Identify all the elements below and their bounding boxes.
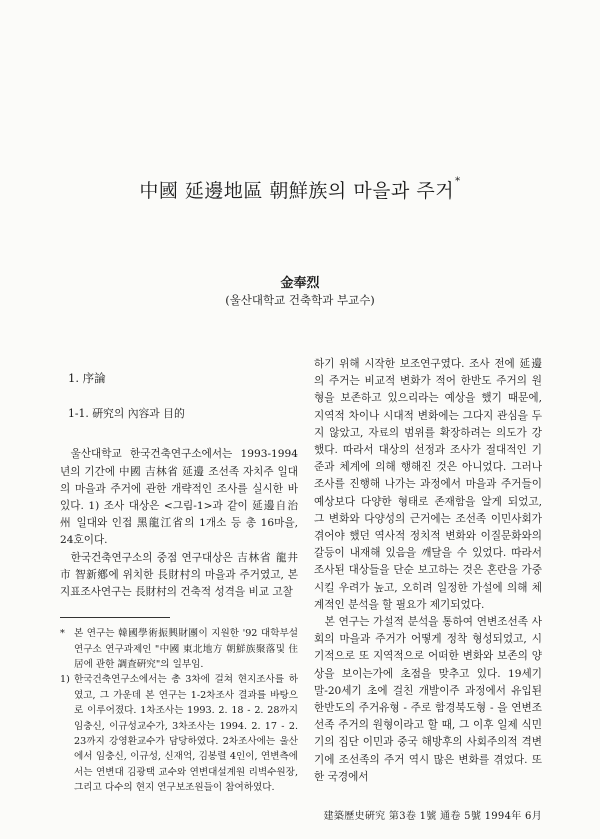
footnote-divider [60,617,170,618]
footnote-text: 한국건축연구소에서는 총 3차에 걸쳐 현지조사를 하였고, 그 가운데 본 연구는 1-2차조사 결과를 바탕으로 이루어졌다. 1차조사는 1993. 2. 18 - 2. 28까지 임충신, 이규성교수가, 3차조사는 1994. 2. 17 - 2. 23까지 강영환교수가 담당하였다. 2차조사에는 울산에서 임충신, 이규성, 신재억, 김봉렬 4인이, 연변측에서는 연변대 김광택 교수와 연변대설계원 리벽수원장, 그리고 다수의 현지 연구보조원들이 참여하였다. [74,674,298,794]
footnote [60,626,298,672]
paper-title-text: 中國 延邊地區 朝鮮族의 마을과 주거 [139,180,455,202]
author-affiliation: (울산대학교 건축학과 부교수) [225,293,375,307]
title-footnote-mark: * [455,176,461,187]
footnote-text: 본 연구는 韓國學術振興財團이 지원한 '92 대학부설연구소 연구과제인 "中國 東北地方 朝鮮族聚落및 住居에 관한 調査硏究"의 일부임. [74,628,298,671]
body-paragraph: 한국건축연구소의 중점 연구대상은 吉林省 龍井市 智新鄕에 위치한 長財村의 마을과 주거였고, 본 지표조사연구는 長財村의 건축적 성격을 비교 고찰 [60,551,298,599]
journal-footer: 建築歷史硏究 第3卷 1號 通卷 5號 1994年 6月 [323,811,542,822]
footnotes [60,626,298,795]
body-paragraph: 본 연구는 가설적 분석을 통하여 연변조선족 사회의 마을과 주거가 어떻게 정착 형성되었고, 시기적으로 또 지역적으로 어떠한 변화와 보존의 양상을 보이는가에 초점을 맞추고 있다. 19세기말-20세기 초에 걸친 개발이주 과정에서 유입된 한반도의 주거유형 - 주로 함경북도형 - 을 연변조선족 주거의 원형이라고 할 때, 그 이후 일제 식민기의 집단 이민과 중국 해방후의 사회주의적 격변기에 조선족의 주거 역시 많은 변화를 겪었다. 또한 국경에서 [314,616,542,783]
left-column [60,362,298,796]
body-paragraph: 울산대학교 한국건축연구소에서는 1993-1994년의 기간에 中國 吉林省 延邊 조선족 자치주 일대의 마을과 주거에 관한 개략적인 조사를 실시한 바 있다. 1) 조사 대상은 <그림-1>과 같이 延邊自治州 일대와 인접 黑龍江省의 1개소 등 총 16마을, 24호이다. [60,448,298,547]
right-column [314,356,542,786]
footnote-mark: * [60,628,65,640]
footnote [60,672,298,795]
subsection-heading: 1-1. 硏究의 內容과 目的 [68,407,185,421]
section-heading: 1. 序論 [68,371,106,385]
body-paragraph: 하기 위해 시작한 보조연구였다. 조사 전에 延邊의 주거는 비교적 변화가 적어 한반도 주거의 원형을 보존하고 있으리라는 예상을 했기 때문에, 지역적 차이나 시대적 변화에는 그다지 관심을 두지 않았고, 자료의 범위를 확장하려는 의도가 강했다. 따라서 대상의 선정과 조사가 절대적인 기준과 체계에 의해 행해진 것은 아니었다. 그러나 조사를 진행해 나가는 과정에서 마을과 주거들이 예상보다 다양한 형태로 존재함을 알게 되었고, 그 변화와 다양성의 근거에는 조선족 이민사회가 겪어야 했던 역사적 정치적 변화와 이질문화와의 갈등이 내재해 있음을 깨달을 수 있었다. 따라서 조사된 대상들을 단순 보고하는 것은 혼란을 가중시킬 우려가 높고, 오히려 일정한 가설에 의해 체계적인 분석을 할 필요가 제기되었다. [314,358,542,611]
footnote-mark: 1) [60,674,70,686]
author-name: 金奉烈 [280,276,320,291]
paper-title [60,176,540,203]
